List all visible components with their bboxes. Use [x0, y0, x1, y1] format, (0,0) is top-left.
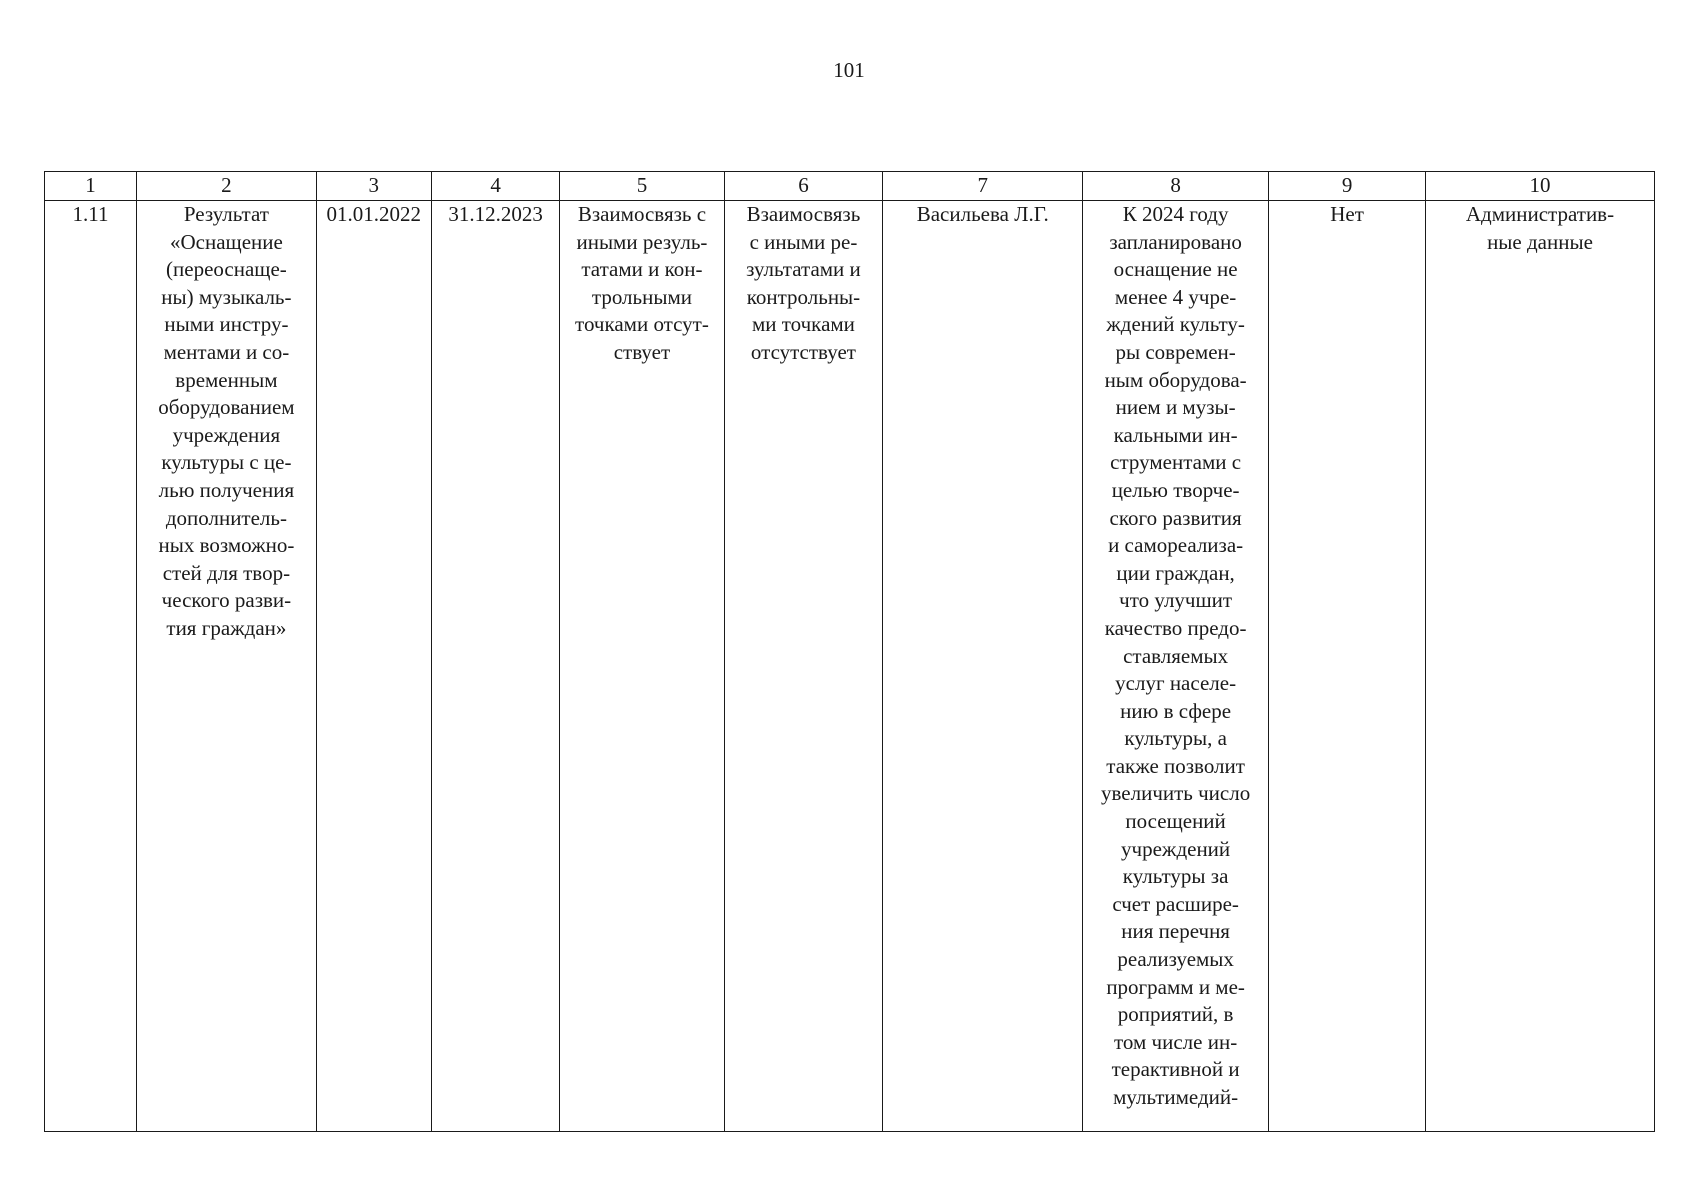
- relation-2-text: Взаимосвязь с иными ре- зультатами и контрольны- ми точками отсутствует: [746, 202, 861, 364]
- column-header-7: 7: [883, 172, 1083, 201]
- data-source-text: Административ- ные данные: [1465, 202, 1615, 254]
- description-text: К 2024 году запланировано оснащение не менее 4 учре- ждений культу- ры современ- ным оборудова- нием и музы- кальными ин- струментами с целью творче- ского развития и самореализа- ции граждан, что улучшит качество предо- ставляемых услуг населе- нию в сфере культуры, а также позволит увеличить число посещений учреждений культуры за счет расшире- ния перечня реализуемых программ и ме- роприятий, в том числе ин- терактивной и мультимедий-: [1100, 202, 1251, 1109]
- column-header-8: 8: [1083, 172, 1269, 201]
- cell-relation-2: [724, 201, 883, 1132]
- flag-text: Нет: [1330, 202, 1364, 226]
- column-header-2: 2: [137, 172, 317, 201]
- cell-responsible: [883, 201, 1083, 1132]
- results-table: [44, 171, 1655, 1132]
- header-row: [45, 172, 1655, 201]
- start-date: 01.01.2022: [326, 202, 422, 226]
- column-header-10: 10: [1425, 172, 1654, 201]
- cell-relation-1: [560, 201, 724, 1132]
- column-header-5: 5: [560, 172, 724, 201]
- column-header-6: 6: [724, 172, 883, 201]
- column-header-9: 9: [1269, 172, 1426, 201]
- row-number: 1.11: [72, 202, 109, 226]
- cell-data-source: [1425, 201, 1654, 1132]
- column-header-3: 3: [316, 172, 431, 201]
- cell-end-date: [431, 201, 560, 1132]
- cell-start-date: [316, 201, 431, 1132]
- cell-number: [45, 201, 137, 1132]
- relation-1-text: Взаимосвязь с иными резуль- татами и кон- трольными точками отсут- ствует: [575, 202, 709, 364]
- cell-result: [137, 201, 317, 1132]
- table-row: [45, 201, 1655, 1132]
- cell-description: [1083, 201, 1269, 1132]
- responsible-person: Васильева Л.Г.: [916, 202, 1049, 226]
- column-header-4: 4: [431, 172, 560, 201]
- cell-flag: [1269, 201, 1426, 1132]
- end-date: 31.12.2023: [448, 202, 543, 226]
- column-header-1: 1: [45, 172, 137, 201]
- result-text: Результат «Оснащение (переоснаще- ны) музыкаль- ными инстру- ментами и со- временным оборудованием учреждения культуры с це- лью получения дополнитель- ных возможно- стей для твор- ческого разви- тия граждан»: [158, 202, 295, 640]
- page-number: 101: [833, 58, 865, 82]
